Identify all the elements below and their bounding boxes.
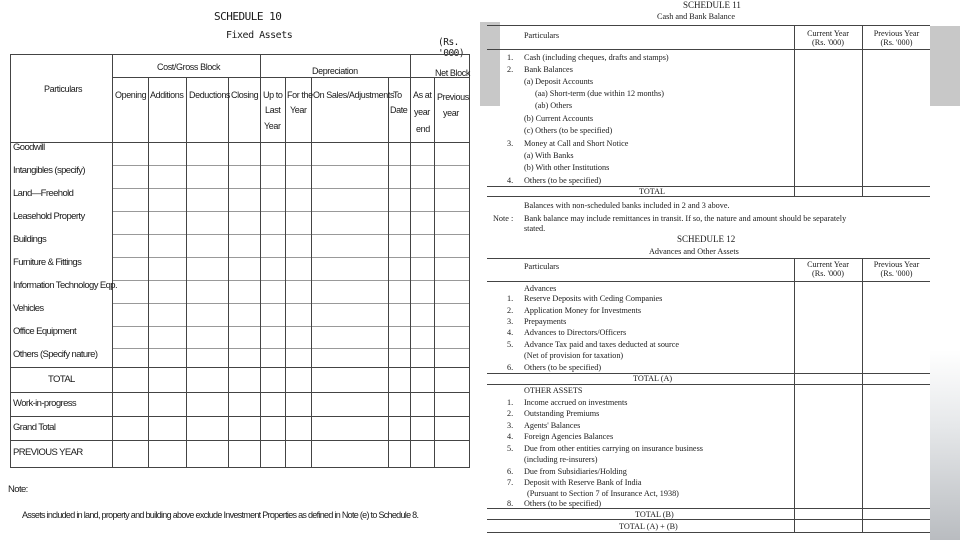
s12-other-item: Deposit with Reserve Bank of India: [524, 478, 642, 487]
s11-item: Cash (including cheques, drafts and stamps): [524, 53, 669, 62]
schedule-10-subtitle: Fixed Assets: [226, 30, 293, 41]
row-vehicles: Vehicles: [13, 303, 44, 314]
s12-other-num: 3.: [507, 421, 514, 430]
col-for-the-year: For the: [287, 90, 313, 100]
s11-item: (a) Deposit Accounts: [524, 77, 594, 86]
s12-adv-num: 5.: [507, 340, 514, 349]
group-net-block: Net Block: [435, 68, 470, 78]
s12-adv-num: 3.: [507, 317, 514, 326]
s12-other-num: 7.: [507, 478, 514, 487]
col-particulars: Particulars: [44, 84, 83, 94]
s11-item-num: 1.: [507, 53, 514, 62]
col-as-at: As at: [413, 90, 432, 100]
s12-total-a: TOTAL (A): [633, 374, 673, 383]
s12-other-heading: OTHER ASSETS: [524, 386, 583, 395]
schedule-10-unit: (Rs.: [438, 37, 459, 48]
s11-item: (a) With Banks: [524, 151, 574, 160]
s11-item: (c) Others (to be specified): [524, 126, 613, 135]
s12-adv-item: Prepayments: [524, 317, 567, 326]
col-previous-year: year: [443, 108, 459, 118]
s12-other-num: 8.: [507, 499, 514, 508]
photo-decoration: [930, 350, 960, 540]
s12-other-item: Due from Subsidiaries/Holding: [524, 467, 627, 476]
s12-adv-num: 1.: [507, 294, 514, 303]
s12-col-current-unit: (Rs. '000): [812, 269, 844, 278]
s11-note-line1: Bank balance may include remittances in transit. If so, the nature and amount should be separately: [524, 214, 847, 223]
col-deductions: Deductions: [189, 90, 231, 100]
col-previous: Previous: [437, 92, 469, 102]
s11-item: (b) Current Accounts: [524, 114, 594, 123]
s12-other-num: 1.: [507, 398, 514, 407]
col-up-to-year: Year: [264, 121, 281, 131]
s12-adv-item: Reserve Deposits with Ceding Companies: [524, 294, 663, 303]
schedule-12-subtitle: Advances and Other Assets: [649, 247, 739, 256]
s11-note-label: Note :: [493, 214, 514, 223]
s11-col-previous: Previous Year: [873, 29, 920, 38]
schedule-12-title: SCHEDULE 12: [677, 234, 736, 244]
note-text: Assets included in land, property and building above exclude Investment Properties as defined in Note (e) to Schedule 8.: [22, 510, 419, 520]
s11-col-previous-unit: (Rs. '000): [880, 38, 913, 47]
row-grand-total: Grand Total: [13, 422, 56, 433]
s11-col-current-unit: (Rs. '000): [812, 38, 844, 47]
s11-total: TOTAL: [639, 187, 666, 196]
s12-adv-item: Advance Tax paid and taxes deducted at source: [524, 340, 680, 349]
s11-balances-note: Balances with non-scheduled banks included in 2 and 3 above.: [524, 201, 730, 210]
s12-other-num: 4.: [507, 432, 514, 441]
row-work-in-progress: Work-in-progress: [13, 398, 77, 409]
col-up-to-last: Last: [265, 105, 281, 115]
col-to-date: To: [393, 90, 402, 100]
s12-adv-item: Application Money for Investments: [524, 306, 642, 315]
s12-other-item: (including re-insurers): [524, 455, 598, 464]
col-closing: Closing: [231, 90, 259, 100]
s12-adv-item: Advances to Directors/Officers: [524, 328, 627, 337]
s11-item-num: 4.: [507, 176, 514, 185]
row-total: TOTAL: [48, 374, 75, 385]
s12-col-previous-unit: (Rs. '000): [880, 269, 913, 278]
col-to-date-2: Date: [390, 105, 408, 115]
s12-adv-num: 6.: [507, 363, 514, 372]
s12-adv-item: (Net of provision for taxation): [524, 351, 624, 360]
s11-item-num: 3.: [507, 139, 514, 148]
row-land-freehold: Land—Freehold: [13, 188, 74, 199]
s12-adv-num: 4.: [507, 328, 514, 337]
s12-total-ab: TOTAL (A) + (B): [619, 522, 678, 531]
s12-other-num: 5.: [507, 444, 514, 453]
s11-item: (aa) Short-term (due within 12 months): [535, 89, 664, 98]
s12-adv-num: 2.: [507, 306, 514, 315]
group-cost-gross-block: Cost/Gross Block: [157, 62, 221, 72]
s12-total-b: TOTAL (B): [635, 510, 674, 519]
row-others: Others (Specify nature): [13, 349, 98, 360]
s12-adv-item: Others (to be specified): [524, 363, 602, 372]
s12-other-item: Foreign Agencies Balances: [524, 432, 614, 441]
row-office-equipment: Office Equipment: [13, 326, 77, 337]
row-intangibles: Intangibles (specify): [13, 165, 85, 176]
s12-advances-heading: Advances: [524, 284, 557, 293]
s11-item: Others (to be specified): [524, 176, 602, 185]
group-depreciation: Depreciation: [312, 66, 358, 76]
s12-other-num: 6.: [507, 467, 514, 476]
s11-col-particulars: Particulars: [524, 31, 560, 40]
col-for-the-year-2: Year: [290, 105, 307, 115]
grey-bar-right: [930, 26, 960, 106]
s12-other-item: Due from other entities carrying on insurance business: [524, 444, 703, 453]
col-opening: Opening: [115, 90, 147, 100]
col-as-at-end: end: [416, 124, 430, 134]
schedule-11-12-scan: [487, 0, 930, 540]
s12-col-particulars: Particulars: [524, 262, 560, 271]
s12-other-num: 2.: [507, 409, 514, 418]
row-furniture-fittings: Furniture & Fittings: [13, 257, 82, 268]
s12-other-item: (Pursuant to Section 7 of Insurance Act, 1938): [527, 489, 679, 498]
row-it-equipment: Information Technology Eqp.: [13, 280, 118, 291]
s12-col-previous: Previous Year: [873, 260, 920, 269]
s12-other-item: Income accrued on investments: [524, 398, 628, 407]
col-on-sales-adjustments: On Sales/Adjustments: [313, 90, 395, 100]
row-leasehold-property: Leasehold Property: [13, 211, 85, 222]
row-goodwill: Goodwill: [13, 142, 45, 153]
col-as-at-year: year: [414, 107, 430, 117]
col-additions: Additions: [150, 90, 184, 100]
schedule-10-title: SCHEDULE 10: [214, 10, 282, 23]
note-label: Note:: [8, 484, 28, 495]
s11-note-line2: stated.: [524, 224, 546, 233]
s11-col-current: Current Year: [807, 29, 849, 38]
s12-other-item: Others (to be specified): [524, 499, 602, 508]
s11-item: Bank Balances: [524, 65, 573, 74]
schedule-11-title: SCHEDULE 11: [683, 0, 741, 10]
row-buildings: Buildings: [13, 234, 47, 245]
s12-col-current: Current Year: [807, 260, 849, 269]
s11-item-num: 2.: [507, 65, 514, 74]
s12-other-item: Outstanding Premiums: [524, 409, 600, 418]
s11-item: Money at Call and Short Notice: [524, 139, 629, 148]
s11-item: (b) With other Institutions: [524, 163, 610, 172]
row-previous-year: PREVIOUS YEAR: [13, 447, 83, 458]
col-up-to: Up to: [263, 90, 283, 100]
s11-item: (ab) Others: [535, 101, 573, 110]
schedule-11-subtitle: Cash and Bank Balance: [657, 12, 735, 21]
s12-other-item: Agents' Balances: [524, 421, 581, 430]
